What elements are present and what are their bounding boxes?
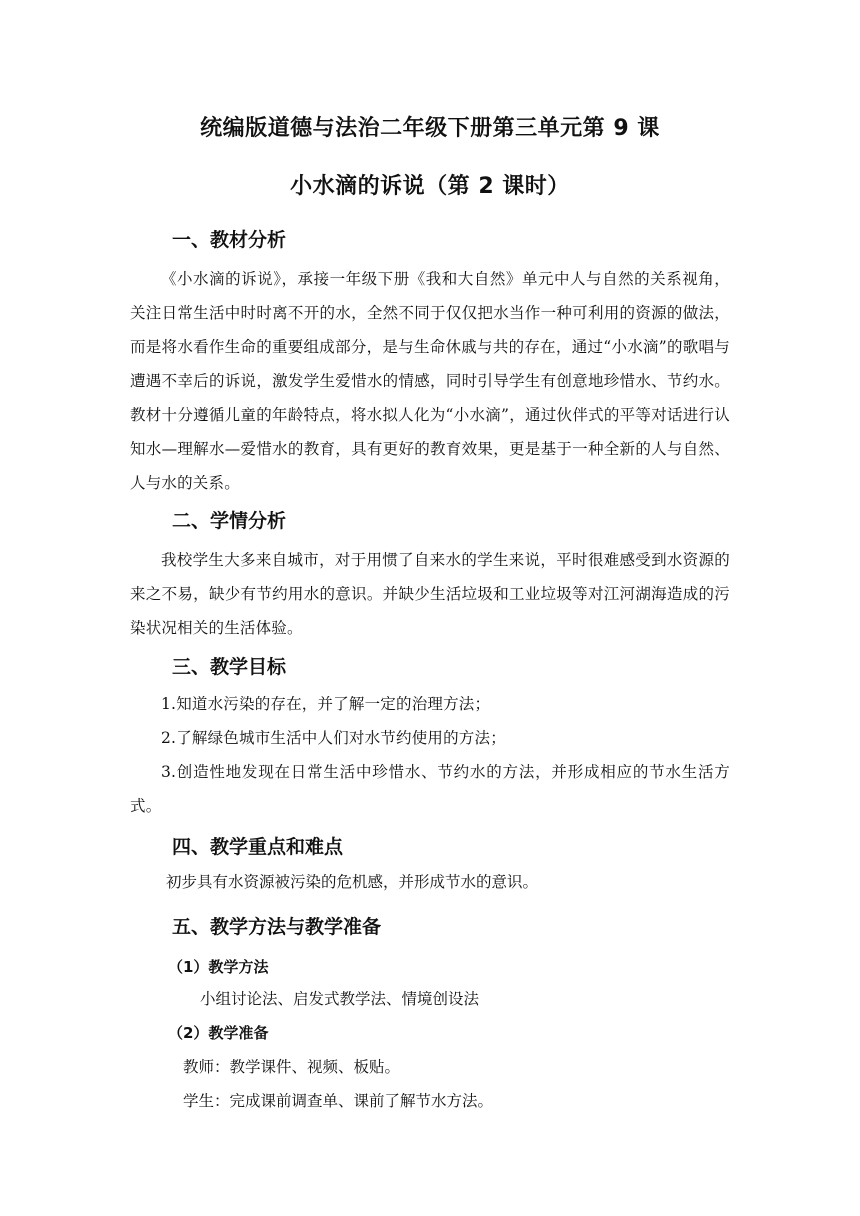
- subheading-teaching-methods: （1）教学方法: [168, 958, 269, 976]
- section-paragraph-key-difficult-points: 初步具有水资源被污染的危机感，并形成节水的意识。: [166, 873, 539, 891]
- goal-item-1: 1.知道水污染的存在，并了解一定的治理方法；: [161, 695, 491, 713]
- section-heading-methods-preparation: 五、教学方法与教学准备: [172, 916, 382, 938]
- section-heading-teaching-goals: 三、教学目标: [172, 656, 287, 678]
- section-paragraph-textbook-analysis: 《小水滴的诉说》，承接一年级下册《我和大自然》单元中人与自然的关系视角，关注日常生活中时时离不开的水，全然不同于仅仅把水当作一种可利用的资源的做法，而是将水看作生命的重要组成部分，是与生命休戚与共的存在，通过“小水滴”的歌唱与遭遇不幸后的诉说，激发学生爱惜水的情感，同时引导学生有创意地珍惜水、节约水。教材十分遵循儿童的年龄特点，将水拟人化为“小水滴”，通过伙伴式的平等对话进行认知水—理解水—爱惜水的教育，具有更好的教育效果，更是基于一种全新的人与自然、人与水的关系。: [130, 270, 730, 492]
- goal-item-2: 2.了解绿色城市生活中人们对水节约使用的方法；: [161, 729, 506, 747]
- section-heading-textbook-analysis: 一、教材分析: [172, 229, 287, 251]
- document-subtitle: 小水滴的诉说（第 2 课时）: [290, 174, 570, 199]
- goal-item-3: 3.创造性地发现在日常生活中珍惜水、节约水的方法，并形成相应的节水生活方式。: [130, 763, 730, 815]
- section-heading-student-analysis: 二、学情分析: [172, 510, 287, 532]
- subheading-teaching-preparation: （2）教学准备: [168, 1024, 269, 1042]
- teaching-methods-text: 小组讨论法、启发式教学法、情境创设法: [200, 990, 480, 1008]
- section-paragraph-student-analysis: 我校学生大多来自城市，对于用惯了自来水的学生来说，平时很难感受到水资源的来之不易，缺少有节约用水的意识。并缺少生活垃圾和工业垃圾等对江河湖海造成的污染状况相关的生活体验。: [130, 551, 730, 637]
- teacher-preparation: 教师：教学课件、视频、板贴。: [183, 1058, 401, 1076]
- document-title: 统编版道德与法治二年级下册第三单元第 9 课: [200, 116, 660, 141]
- section-heading-key-difficult-points: 四、教学重点和难点: [172, 836, 344, 858]
- student-preparation: 学生：完成课前调查单、课前了解节水方法。: [183, 1092, 494, 1110]
